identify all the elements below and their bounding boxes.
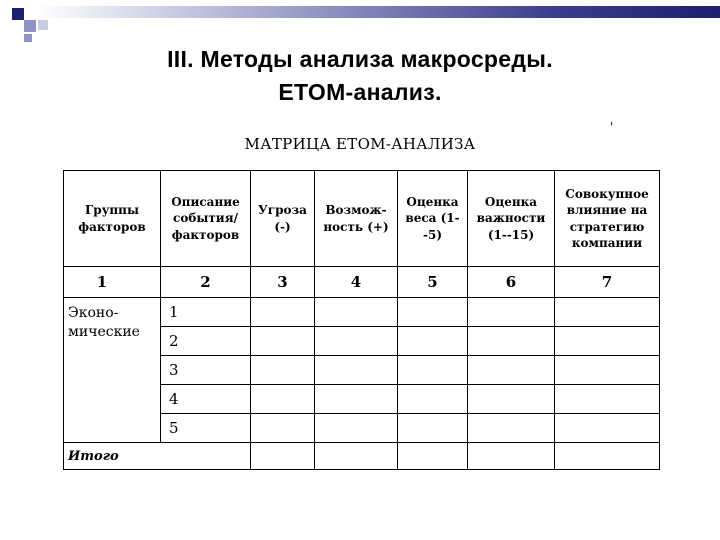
header-cell: Возмож-ность (+) (315, 171, 398, 267)
empty-cell (468, 414, 555, 443)
decorative-square (24, 20, 36, 32)
empty-cell (555, 356, 660, 385)
empty-cell (251, 385, 315, 414)
column-number: 6 (468, 267, 555, 298)
empty-cell (251, 443, 315, 470)
column-number: 2 (161, 267, 251, 298)
column-number: 1 (64, 267, 161, 298)
empty-cell (468, 356, 555, 385)
empty-cell (468, 327, 555, 356)
header-cell: Описание события/ факторов (161, 171, 251, 267)
empty-cell (398, 356, 468, 385)
sub-row-number: 4 (161, 385, 251, 414)
empty-cell (251, 414, 315, 443)
etom-matrix-table (63, 170, 660, 470)
empty-cell (555, 327, 660, 356)
total-row (64, 443, 660, 470)
sub-row-number: 1 (161, 298, 251, 327)
sub-row-number: 3 (161, 356, 251, 385)
empty-cell (555, 443, 660, 470)
stray-mark: ' (610, 120, 614, 134)
column-number-row (64, 267, 660, 298)
decorative-square (38, 20, 48, 30)
empty-cell (468, 298, 555, 327)
column-number: 5 (398, 267, 468, 298)
empty-cell (555, 385, 660, 414)
sub-row-number: 5 (161, 414, 251, 443)
group-label: Эконо-мические (64, 298, 161, 443)
decorative-square (24, 34, 32, 42)
empty-cell (251, 327, 315, 356)
slide-title-line-2: ETOM-анализ. (278, 79, 442, 105)
empty-cell (468, 385, 555, 414)
header-cell: Угроза (-) (251, 171, 315, 267)
empty-cell (555, 414, 660, 443)
matrix-title: МАТРИЦА ETOM-АНАЛИЗА (244, 135, 476, 153)
empty-cell (468, 443, 555, 470)
table-row (64, 298, 660, 327)
empty-cell (315, 385, 398, 414)
column-number: 4 (315, 267, 398, 298)
empty-cell (315, 298, 398, 327)
empty-cell (398, 443, 468, 470)
empty-cell (251, 356, 315, 385)
header-cell: Совокупное влияние на стратегию компании (555, 171, 660, 267)
total-label: Итого (64, 443, 251, 470)
empty-cell (398, 385, 468, 414)
empty-cell (398, 298, 468, 327)
slide-title-line-1: III. Методы анализа макросреды. (167, 46, 553, 72)
header-cell: Оценка веса (1--5) (398, 171, 468, 267)
header-cell: Оценка важности (1--15) (468, 171, 555, 267)
empty-cell (315, 443, 398, 470)
header-row (64, 171, 660, 267)
sub-row-number: 2 (161, 327, 251, 356)
decorative-square (12, 8, 24, 20)
empty-cell (315, 414, 398, 443)
empty-cell (315, 327, 398, 356)
column-number: 7 (555, 267, 660, 298)
empty-cell (398, 414, 468, 443)
header-cell: Группы факторов (64, 171, 161, 267)
empty-cell (555, 298, 660, 327)
empty-cell (398, 327, 468, 356)
empty-cell (315, 356, 398, 385)
column-number: 3 (251, 267, 315, 298)
top-decorative-bar (36, 6, 720, 18)
empty-cell (251, 298, 315, 327)
